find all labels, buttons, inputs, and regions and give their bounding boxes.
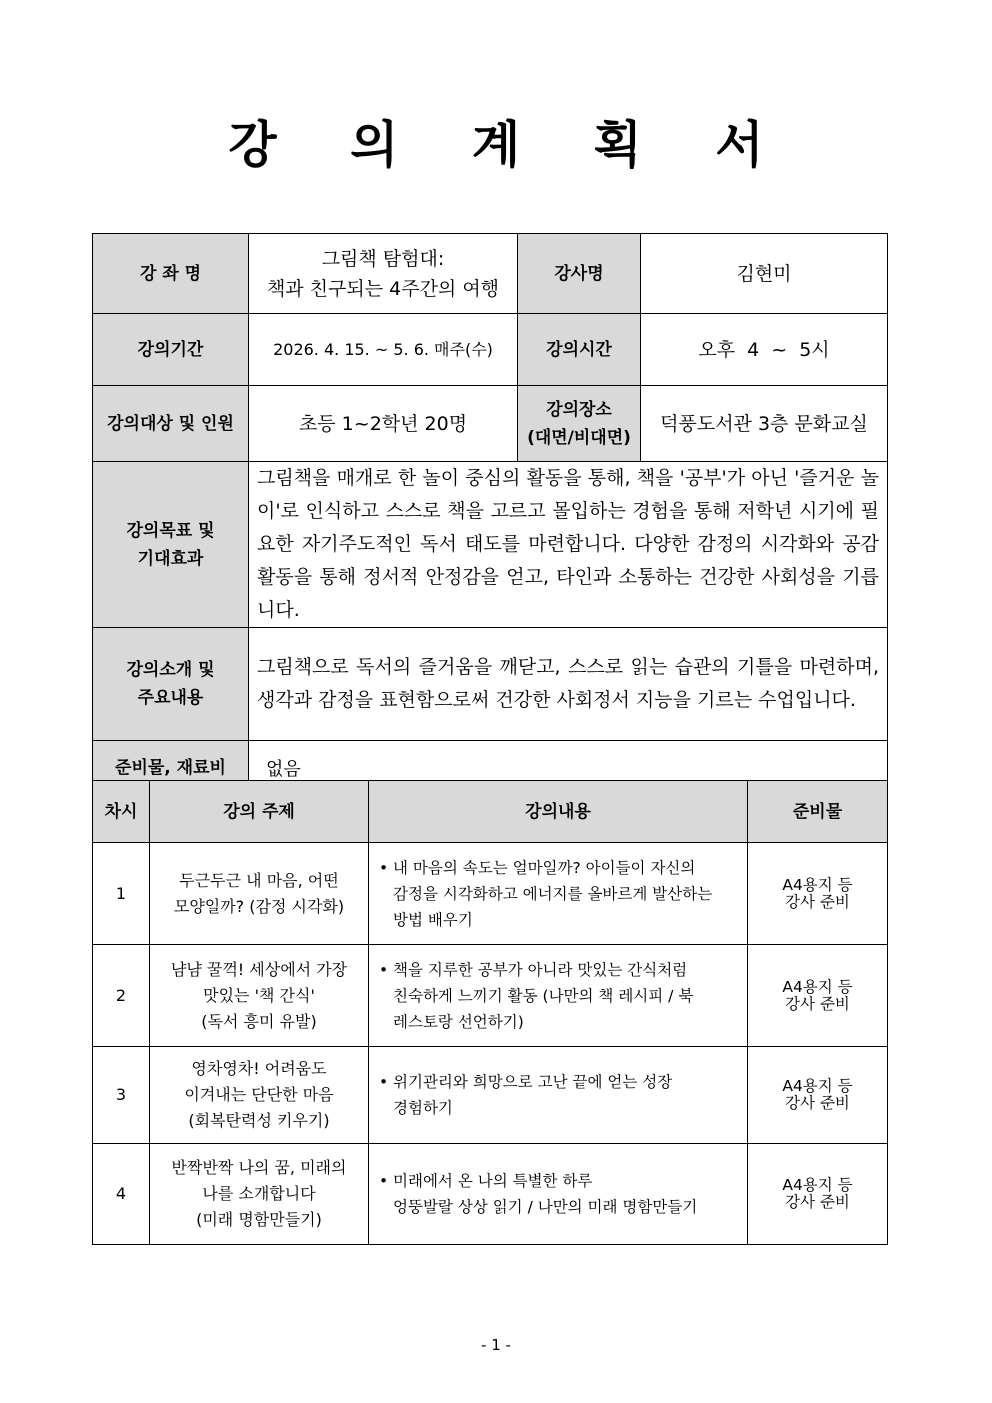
prep-line: 강사 준비 xyxy=(785,892,850,911)
session-prep xyxy=(748,945,888,1047)
topic-line: 냠냠 꿀꺽! 세상에서 가장 xyxy=(170,959,348,979)
session-prep xyxy=(748,1047,888,1144)
topic-line: 이겨내는 단단한 마음 xyxy=(184,1085,334,1104)
prep-line: 강사 준비 xyxy=(785,1094,850,1112)
goal-label-line1: 강의목표 및 xyxy=(126,520,215,541)
session-number: 3 xyxy=(93,1047,150,1144)
target-value: 초등 1~2학년 20명 xyxy=(249,386,518,462)
row-course xyxy=(93,234,888,314)
course-name-line1: 그림책 탐험대: xyxy=(321,247,445,270)
content-line: 내 마음의 속도는 얼마일까? 아이들이 자신의 xyxy=(393,858,696,877)
goal-label xyxy=(93,462,249,628)
place-label xyxy=(518,386,641,462)
intro-label-line2: 주요내용 xyxy=(137,688,204,708)
topic-line: 모양일까? (감정 시각화) xyxy=(173,896,345,916)
course-label: 강 좌 명 xyxy=(93,234,249,314)
session-content xyxy=(369,1047,748,1144)
intro-label-line1: 강의소개 및 xyxy=(126,660,215,680)
session-number: 1 xyxy=(93,843,150,945)
session-prep xyxy=(748,843,888,945)
header-content: 강의내용 xyxy=(369,781,748,843)
place-label-line2: (대면/비대면) xyxy=(527,427,631,448)
info-table xyxy=(92,233,888,795)
place-value: 덕풍도서관 3층 문화교실 xyxy=(641,386,888,462)
session-prep xyxy=(748,1144,888,1245)
table-row xyxy=(93,843,888,945)
bullet-icon: • xyxy=(379,858,389,877)
course-name-line2: 책과 친구되는 4주간의 여행 xyxy=(266,277,500,300)
instructor-label: 강사명 xyxy=(518,234,641,314)
bullet-icon: • xyxy=(379,1172,389,1190)
topic-line: 나를 소개합니다 xyxy=(202,1184,316,1203)
session-number: 4 xyxy=(93,1144,150,1245)
session-content xyxy=(369,945,748,1047)
prep-line: A4용지 등 xyxy=(782,1077,853,1095)
topic-line: 영차영차! 어려움도 xyxy=(191,1059,327,1078)
target-label: 강의대상 및 인원 xyxy=(93,386,249,462)
content-line: 감정을 시각화하고 에너지를 올바르게 발산하는 xyxy=(393,884,713,903)
bullet-icon: • xyxy=(379,1073,389,1091)
page-number: - 1 - xyxy=(481,1336,511,1354)
topic-line: 맛있는 '책 간식' xyxy=(203,985,315,1005)
document-title: 강 의 계 획 서 xyxy=(228,116,792,174)
session-number: 2 xyxy=(93,945,150,1047)
time-label: 강의시간 xyxy=(518,314,641,386)
prep-line: A4용지 등 xyxy=(782,977,853,996)
place-label-line1: 강의장소 xyxy=(546,399,612,420)
session-topic xyxy=(150,843,369,945)
table-row xyxy=(93,1047,888,1144)
content-line: 위기관리와 희망으로 고난 끝에 얻는 성장 xyxy=(393,1073,673,1091)
header-topic: 강의 주제 xyxy=(150,781,369,843)
period-label: 강의기간 xyxy=(93,314,249,386)
schedule-table xyxy=(92,780,888,1245)
session-topic xyxy=(150,1047,369,1144)
row-target xyxy=(93,386,888,462)
period-value: 2026. 4. 15. ~ 5. 6. 매주(수) xyxy=(249,314,518,386)
goal-text: 그림책을 매개로 한 놀이 중심의 활동을 통해, 책을 '공부'가 아닌 '즐거운 놀이'로 인식하고 스스로 책을 고르고 몰입하는 경험을 통해 저학년 시기에 필요한 자기주도적인 독서 태도를 마련합니다. 다양한 감정의 시각화와 공감 활동을 통해 정서적 안정감을 얻고, 타인과 소통하는 건강한 사회성을 기릅니다. xyxy=(249,462,888,628)
topic-line: 두근두근 내 마음, 어떤 xyxy=(179,870,339,890)
header-session: 차시 xyxy=(93,781,150,843)
goal-label-line2: 기대효과 xyxy=(137,548,204,569)
material-label: 준비물, 재료비 xyxy=(93,741,249,795)
table-row xyxy=(93,945,888,1047)
content-line: 레스토랑 선언하기) xyxy=(393,1012,524,1031)
row-goal xyxy=(93,462,888,628)
topic-line: 반짝반짝 나의 꿈, 미래의 xyxy=(171,1158,347,1177)
content-line: 친숙하게 느끼기 활동 (나만의 책 레시피 / 북 xyxy=(393,986,694,1005)
topic-line: (회복탄력성 키우기) xyxy=(188,1111,330,1130)
instructor-name: 김현미 xyxy=(641,234,888,314)
content-line: 경험하기 xyxy=(393,1099,453,1117)
intro-label xyxy=(93,628,249,741)
header-prep: 준비물 xyxy=(748,781,888,843)
prep-line: A4용지 등 xyxy=(782,875,853,894)
session-content xyxy=(369,1144,748,1245)
content-line: 방법 배우기 xyxy=(393,910,473,929)
topic-line: (미래 명함만들기) xyxy=(196,1210,322,1229)
content-line: 미래에서 온 나의 특별한 하루 xyxy=(393,1172,593,1190)
session-topic xyxy=(150,945,369,1047)
course-name xyxy=(249,234,518,314)
content-line: 책을 지루한 공부가 아니라 맛있는 간식처럼 xyxy=(393,960,688,979)
bullet-icon: • xyxy=(379,960,389,979)
session-topic xyxy=(150,1144,369,1245)
schedule-header-row xyxy=(93,781,888,843)
row-period xyxy=(93,314,888,386)
table-row xyxy=(93,1144,888,1245)
row-intro xyxy=(93,628,888,741)
session-content xyxy=(369,843,748,945)
prep-line: 강사 준비 xyxy=(785,994,850,1013)
time-value: 오후 4 ~ 5시 xyxy=(641,314,888,386)
content-line: 엉뚱발랄 상상 읽기 / 나만의 미래 명함만들기 xyxy=(393,1198,698,1216)
prep-line: A4용지 등 xyxy=(782,1176,853,1194)
intro-text: 그림책으로 독서의 즐거움을 깨닫고, 스스로 읽는 습관의 기틀을 마련하며, 생각과 감정을 표현함으로써 건강한 사회정서 지능을 기르는 수업입니다. xyxy=(249,628,888,741)
prep-line: 강사 준비 xyxy=(785,1193,850,1211)
topic-line: (독서 흥미 유발) xyxy=(201,1011,317,1031)
material-value: 없음 xyxy=(249,741,888,795)
